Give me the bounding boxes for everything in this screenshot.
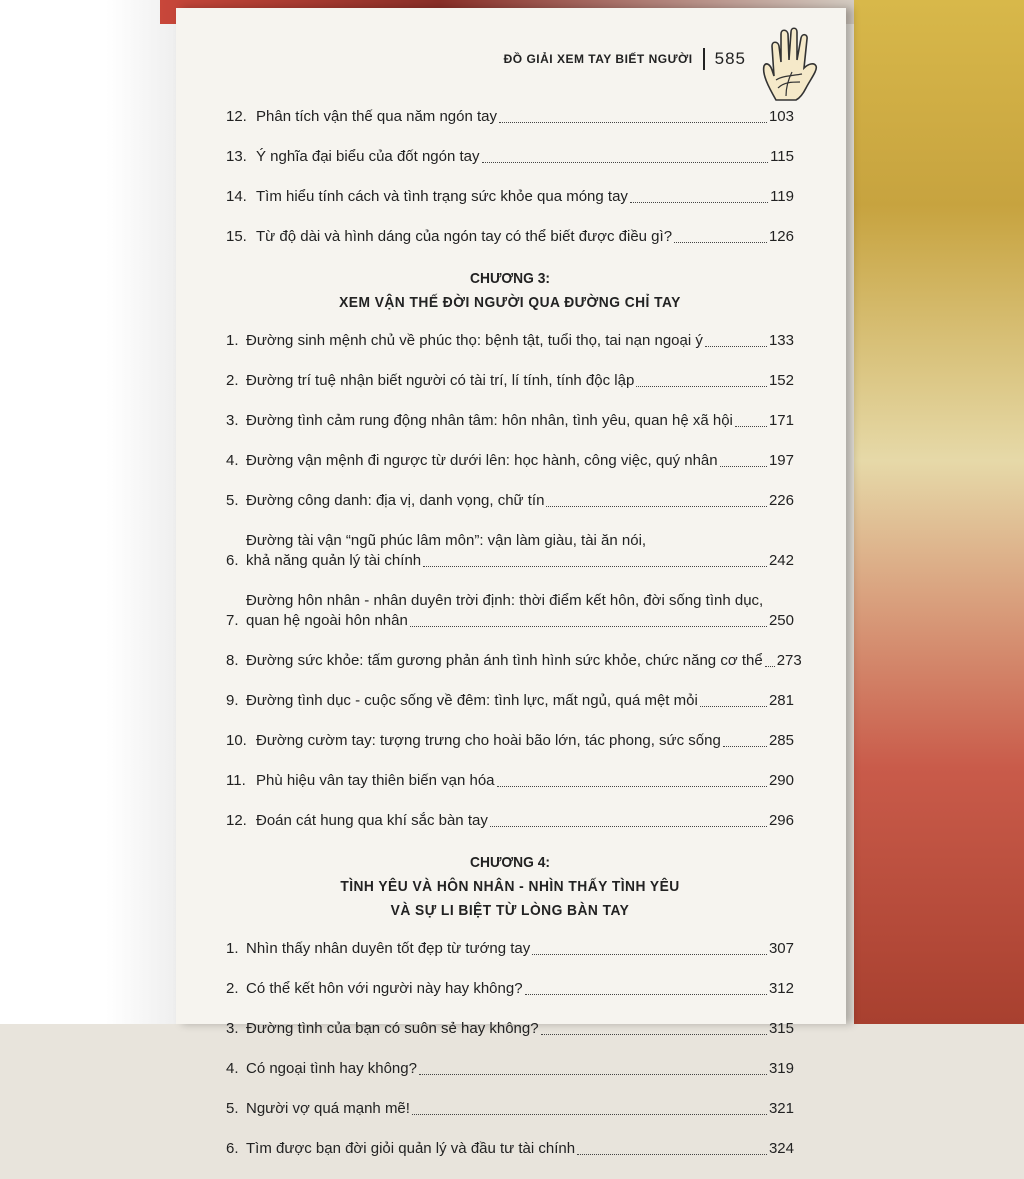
dot-leader — [541, 1034, 767, 1035]
entry-number: 8. — [226, 652, 239, 669]
entry-page: 281 — [768, 692, 794, 709]
entry-title: Đoán cát hung qua khí sắc bàn tay — [256, 812, 488, 829]
entry-title: Có thể kết hôn với người này hay không? — [246, 980, 523, 997]
running-title: ĐỒ GIẢI XEM TAY BIẾT NGƯỜI — [503, 52, 693, 66]
dot-leader — [419, 1074, 767, 1075]
entry-title: Đường sinh mệnh chủ về phúc thọ: bệnh tật, tuổi thọ, tai nạn ngoại ý — [246, 332, 703, 349]
entry-title: Đường tình cảm rung động nhân tâm: hôn nhân, tình yêu, quan hệ xã hội — [246, 412, 733, 429]
entry-number: 13. — [226, 148, 247, 165]
entry-page: 103 — [768, 108, 794, 125]
chapter-title-continued: VÀ SỰ LI BIỆT TỪ LÒNG BÀN TAY — [390, 902, 630, 919]
entry-title: Tìm hiểu tính cách và tình trạng sức khỏe qua móng tay — [256, 188, 628, 205]
entry-page: 197 — [768, 452, 794, 469]
entry-number: 3. — [226, 1020, 239, 1037]
dot-leader — [525, 994, 767, 995]
entry-page: 285 — [768, 732, 794, 749]
entry-number: 9. — [226, 692, 239, 709]
dot-leader — [735, 426, 767, 427]
dot-leader — [674, 242, 767, 243]
entry-page: 226 — [768, 492, 794, 509]
toc-entry — [226, 591, 794, 631]
entry-title: Tìm được bạn đời giỏi quản lý và đầu tư tài chính — [246, 1140, 576, 1157]
entry-title: Đường sức khỏe: tấm gương phản ánh tình hình sức khỏe, chức năng cơ thể — [246, 652, 763, 669]
entry-title: Phù hiệu vân tay thiên biến vạn hóa — [256, 772, 495, 789]
chapter-4-heading — [249, 851, 772, 923]
entry-title-continued: khả năng quản lý tài chính — [246, 552, 422, 569]
toc-entry — [226, 371, 794, 391]
entry-page: 242 — [768, 552, 794, 569]
dot-leader — [700, 706, 767, 707]
dot-leader — [636, 386, 767, 387]
dot-leader — [723, 746, 767, 747]
entry-number: 12. — [226, 812, 247, 829]
toc-entry — [226, 147, 794, 167]
toc-entry — [226, 731, 794, 751]
entry-title: Đường hôn nhân - nhân duyên trời định: thời điểm kết hôn, đời sống tình dục, — [246, 592, 764, 609]
toc-entry — [226, 107, 794, 127]
chapter-label: CHƯƠNG 4: — [470, 854, 550, 871]
toc-entry — [226, 227, 794, 247]
entry-number: 12. — [226, 108, 247, 125]
dot-leader — [410, 626, 767, 627]
entry-title: Đường tình của bạn có suôn sẻ hay không? — [246, 1020, 539, 1037]
book-page — [176, 8, 846, 1157]
entry-number: 4. — [226, 452, 239, 469]
entry-title: Đường cườm tay: tượng trưng cho hoài bão lớn, tác phong, sức sống — [256, 732, 721, 749]
toc-entry — [226, 691, 794, 711]
entry-title: Nhìn thấy nhân duyên tốt đẹp từ tướng tay — [246, 940, 531, 957]
chapter-title: XEM VẬN THẾ ĐỜI NGƯỜI QUA ĐƯỜNG CHỈ TAY — [339, 294, 681, 311]
dot-leader — [577, 1154, 767, 1155]
entry-title: Từ độ dài và hình dáng của ngón tay có thể biết được điều gì? — [256, 228, 673, 245]
entry-number: 5. — [226, 492, 239, 509]
dot-leader — [765, 666, 775, 667]
entry-number: 14. — [226, 188, 247, 205]
entry-title: Phân tích vận thế qua năm ngón tay — [256, 108, 498, 125]
dot-leader — [490, 826, 767, 827]
entry-title: Có ngoại tình hay không? — [246, 1060, 417, 1077]
palm-hand-icon — [756, 22, 826, 102]
entry-number: 4. — [226, 1060, 239, 1077]
entry-number: 1. — [226, 332, 239, 349]
entry-page: 126 — [768, 228, 794, 245]
entry-page: 115 — [770, 148, 794, 165]
entry-page: 133 — [768, 332, 794, 349]
chapter-title: TÌNH YÊU VÀ HÔN NHÂN - NHÌN THẤY TÌNH YÊU — [340, 878, 680, 895]
entry-title: Đường công danh: địa vị, danh vọng, chữ tín — [246, 492, 545, 509]
entry-number: 15. — [226, 228, 247, 245]
entry-number: 6. — [226, 552, 239, 569]
dot-leader — [423, 566, 767, 567]
entry-page: 290 — [768, 772, 794, 789]
table-of-contents — [226, 107, 802, 1179]
toc-entry — [226, 1059, 794, 1079]
entry-title: Người vợ quá mạnh mẽ! — [246, 1100, 410, 1117]
chapter-label: CHƯƠNG 3: — [470, 270, 550, 287]
entry-title: Đường tài vận “ngũ phúc lâm môn”: vận làm giàu, tài ăn nói, — [246, 532, 647, 549]
dot-leader — [482, 162, 769, 163]
toc-entry — [226, 331, 794, 351]
entry-page: 119 — [770, 188, 794, 205]
chapter-3-heading — [249, 267, 772, 315]
entry-page: 171 — [768, 412, 794, 429]
entry-number: 2. — [226, 980, 239, 997]
entry-page: 152 — [768, 372, 794, 389]
page-number: 585 — [714, 49, 746, 68]
entry-number: 3. — [226, 412, 239, 429]
entry-page: 319 — [768, 1060, 794, 1077]
header-divider — [703, 48, 705, 70]
dot-leader — [705, 346, 767, 347]
toc-entry — [226, 771, 794, 791]
toc-entry — [226, 811, 794, 831]
dot-leader — [532, 954, 767, 955]
entry-page: 324 — [768, 1140, 794, 1157]
toc-entry — [226, 451, 794, 471]
toc-entry — [226, 939, 794, 959]
entry-page: 315 — [768, 1020, 794, 1037]
entry-page: 250 — [768, 612, 794, 629]
background-right — [854, 0, 1024, 1024]
entry-number: 5. — [226, 1100, 239, 1117]
dot-leader — [412, 1114, 767, 1115]
entry-page: 312 — [768, 980, 794, 997]
entry-page: 321 — [768, 1100, 794, 1117]
entry-number: 7. — [226, 612, 239, 629]
entry-title: Đường vận mệnh đi ngược từ dưới lên: học hành, công việc, quý nhân — [246, 452, 718, 469]
entry-page: 296 — [768, 812, 794, 829]
entry-number: 6. — [226, 1140, 239, 1157]
toc-entry — [226, 491, 794, 511]
entry-page: 273 — [776, 652, 802, 669]
background-left — [0, 0, 176, 1024]
entry-number: 1. — [226, 940, 239, 957]
entry-page: 307 — [768, 940, 794, 957]
toc-entry — [226, 1139, 794, 1159]
dot-leader — [546, 506, 767, 507]
toc-entry — [226, 531, 794, 571]
dot-leader — [499, 122, 767, 123]
running-header — [504, 48, 746, 70]
entry-title: Ý nghĩa đại biểu của đốt ngón tay — [256, 148, 480, 165]
dot-leader — [497, 786, 767, 787]
dot-leader — [720, 466, 767, 467]
toc-entry — [226, 411, 794, 431]
entry-title: Đường trí tuệ nhận biết người có tài trí, lí tính, tính độc lập — [246, 372, 635, 389]
entry-number: 10. — [226, 732, 247, 749]
dot-leader — [630, 202, 768, 203]
toc-entry — [226, 651, 802, 671]
toc-entry — [226, 979, 794, 999]
entry-title-continued: quan hệ ngoài hôn nhân — [246, 612, 408, 629]
entry-number: 2. — [226, 372, 239, 389]
entry-number: 11. — [226, 772, 246, 789]
toc-entry — [226, 187, 794, 207]
toc-entry — [226, 1019, 794, 1039]
entry-title: Đường tình dục - cuộc sống về đêm: tình lực, mất ngủ, quá mệt mỏi — [246, 692, 698, 709]
toc-entry — [226, 1099, 794, 1119]
